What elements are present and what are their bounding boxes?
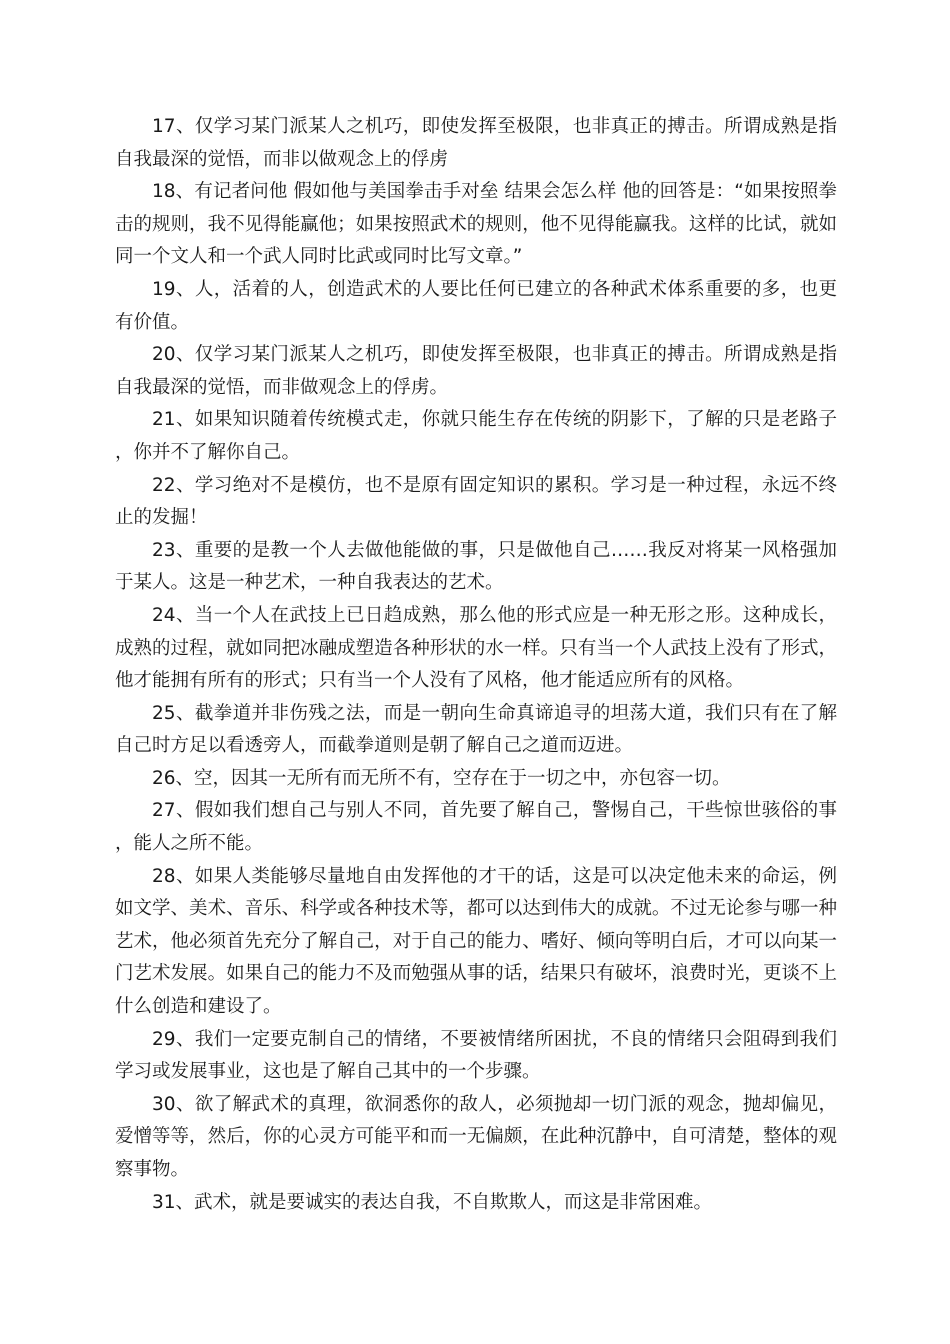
quote-paragraph-21: 21、如果知识随着传统模式走，你就只能生存在传统的阴影下，了解的只是老路子，你并不了解你自己。 [115, 409, 837, 463]
quote-paragraph-29: 29、我们一定要克制自己的情绪，不要被情绪所困扰，不良的情绪只会阻碍到我们学习或发展事业，这也是了解自己其中的一个步骤。 [115, 1028, 837, 1083]
quote-paragraph-18: 18、有记者问他 假如他与美国拳击手对垒 结果会怎么样 他的回答是：“如果按照拳击的规则，我不见得能赢他；如果按照武术的规则，他不见得能赢我。这样的比试，就如同一个文人和一个武人同时比武或同时比写文章。” [115, 181, 837, 268]
quote-paragraph-23: 23、重要的是教一个人去做他能做的事，只是做他自己……我反对将某一风格强加于某人。这是一种艺术，一种自我表达的艺术。 [115, 539, 837, 594]
quote-paragraph-20: 20、仅学习某门派某人之机巧，即使发挥至极限，也非真正的搏击。所谓成熟是指自我最深的觉悟，而非做观念上的俘虏。 [115, 344, 837, 398]
quote-paragraph-30: 30、欲了解武术的真理，欲洞悉你的敌人，必须抛却一切门派的观念，抛却偏见，爱憎等等，然后，你的心灵方可能平和而一无偏颇，在此种沉静中，自可清楚，整体的观察事物。 [115, 1093, 837, 1180]
quote-paragraph-17: 17、仅学习某门派某人之机巧，即使发挥至极限，也非真正的搏击。所谓成熟是指自我最深的觉悟，而非以做观念上的俘虏 [115, 116, 837, 170]
quote-paragraph-26: 26、空，因其一无所有而无所不有，空存在于一切之中，亦包容一切。 [152, 767, 731, 789]
quote-paragraph-22: 22、学习绝对不是模仿，也不是原有固定知识的累积。学习是一种过程，永远不终止的发掘！ [115, 474, 837, 529]
quote-paragraph-28: 28、如果人类能够尽量地自由发挥他的才干的话，这是可以决定他未来的命运，例如文学、美术、音乐、科学或各种技术等，都可以达到伟大的成就。不过无论参与哪一种艺术，他必须首先充分了解自己，对于自己的能力、嗜好、倾向等明白后，才可以向某一门艺术发展。如果自己的能力不及而勉强从事的话，结果只有破坏，浪费时光，更谈不上什么创造和建设了。 [115, 865, 837, 1018]
quote-paragraph-24: 24、当一个人在武技上已日趋成熟，那么他的形式应是一种无形之形。这种成长，成熟的过程，就如同把冰融成塑造各种形状的水一样。只有当一个人武技上没有了形式，他才能拥有所有的形式；只有当一个人没有了风格，他才能适应所有的风格。 [115, 604, 837, 692]
quote-paragraph-27: 27、假如我们想自己与别人不同，首先要了解自己，警惕自己，干些惊世骇俗的事，能人之所不能。 [115, 800, 837, 855]
quote-paragraph-19: 19、人，活着的人，创造武术的人要比任何已建立的各种武术体系重要的多，也更有价值。 [115, 278, 837, 333]
quote-paragraph-31: 31、武术，就是要诚实的表达自我，不自欺欺人，而这是非常困难。 [152, 1191, 713, 1213]
quote-paragraph-25: 25、截拳道并非伤残之法，而是一朝向生命真谛追寻的坦荡大道，我们只有在了解自己时方足以看透旁人，而截拳道则是朝了解自己之道而迈进。 [115, 702, 837, 757]
document-body [115, 111, 837, 1219]
